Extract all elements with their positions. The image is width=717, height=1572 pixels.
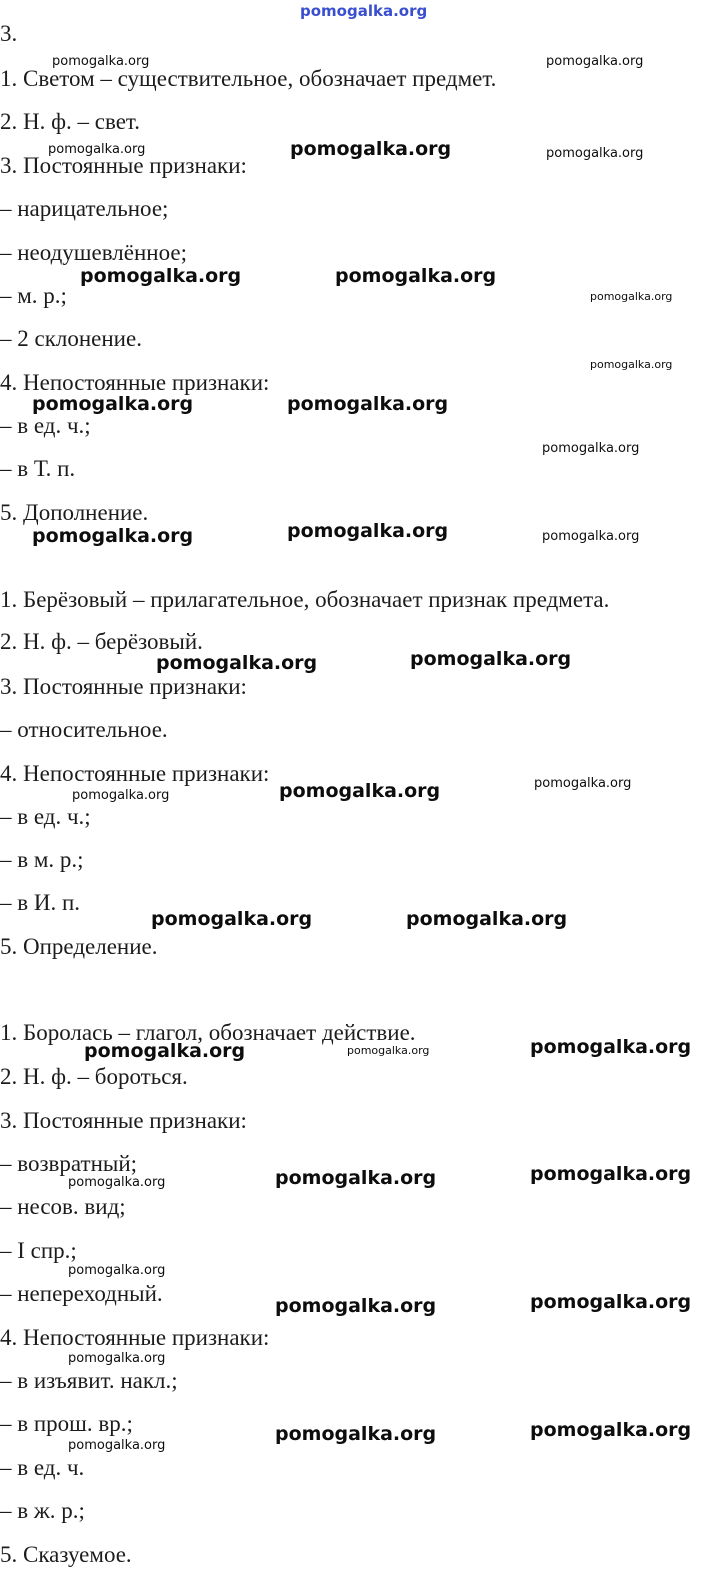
watermark: pomogalka.org [542, 529, 640, 544]
watermark: pomogalka.org [287, 393, 449, 415]
watermark: pomogalka.org [542, 441, 640, 456]
text-line: – в ед. ч.; [0, 413, 91, 438]
watermark: pomogalka.org [406, 908, 568, 930]
text-line: – непереходный. [0, 1281, 163, 1306]
watermark: pomogalka.org [68, 1351, 166, 1366]
watermark: pomogalka.org [48, 142, 146, 157]
watermark-top: pomogalka.org [300, 2, 428, 20]
watermark: pomogalka.org [80, 265, 242, 287]
text-line: – в прош. вр.; [0, 1411, 133, 1436]
watermark: pomogalka.org [410, 648, 572, 670]
text-line: 4. Непостоянные признаки: [0, 761, 270, 786]
text-line: 4. Непостоянные признаки: [0, 1325, 270, 1350]
text-line: – в м. р.; [0, 847, 84, 872]
text-line: 5. Определение. [0, 934, 158, 959]
text-line: 4. Непостоянные признаки: [0, 370, 270, 395]
text-line: – в ед. ч. [0, 1455, 85, 1480]
watermark: pomogalka.org [335, 265, 497, 287]
text-line: 2. Н. ф. – берёзовый. [0, 629, 203, 654]
text-line: – 2 склонение. [0, 326, 142, 351]
text-line: – в ед. ч.; [0, 804, 91, 829]
task-number: 3. [0, 21, 18, 46]
watermark: pomogalka.org [534, 776, 632, 791]
watermark: pomogalka.org [530, 1419, 692, 1441]
watermark: pomogalka.org [530, 1163, 692, 1185]
text-line: 2. Н. ф. – свет. [0, 109, 140, 134]
watermark: pomogalka.org [275, 1167, 437, 1189]
watermark: pomogalka.org [68, 1263, 166, 1278]
watermark: pomogalka.org [275, 1423, 437, 1445]
text-line: – м. р.; [0, 283, 67, 308]
text-line: – относительное. [0, 717, 168, 742]
text-line: 5. Дополнение. [0, 500, 149, 525]
watermark: pomogalka.org [52, 54, 150, 69]
text-line: – I спр.; [0, 1238, 77, 1263]
text-line: – в изъявит. накл.; [0, 1368, 178, 1393]
text-line: – несов. вид; [0, 1194, 126, 1219]
watermark: pomogalka.org [72, 788, 170, 803]
watermark: pomogalka.org [530, 1291, 692, 1313]
text-line: – в Т. п. [0, 456, 76, 481]
watermark: pomogalka.org [84, 1040, 246, 1062]
text-line: 1. Берёзовый – прилагательное, обозначает признак предмета. [0, 587, 610, 612]
watermark: pomogalka.org [151, 908, 313, 930]
watermark: pomogalka.org [546, 54, 644, 69]
text-line: – в И. п. [0, 890, 81, 915]
text-line: 3. Постоянные признаки: [0, 1108, 247, 1133]
watermark: pomogalka.org [68, 1175, 166, 1190]
text-line: – возвратный; [0, 1151, 138, 1176]
watermark: pomogalka.org [32, 393, 194, 415]
watermark: pomogalka.org [287, 520, 449, 542]
watermark: pomogalka.org [347, 1044, 430, 1057]
text-line: 3. Постоянные признаки: [0, 153, 247, 178]
text-line: 5. Сказуемое. [0, 1542, 132, 1567]
text-line: 1. Боролась – глагол, обозначает действие. [0, 1020, 416, 1045]
watermark: pomogalka.org [32, 525, 194, 547]
watermark: pomogalka.org [156, 652, 318, 674]
text-line: – в ж. р.; [0, 1498, 85, 1523]
watermark: pomogalka.org [590, 358, 673, 371]
text-line: – неодушевлённое; [0, 240, 187, 265]
watermark: pomogalka.org [68, 1438, 166, 1453]
watermark: pomogalka.org [590, 290, 673, 303]
watermark: pomogalka.org [275, 1295, 437, 1317]
text-line: 1. Светом – существительное, обозначает предмет. [0, 66, 497, 91]
watermark: pomogalka.org [546, 146, 644, 161]
watermark: pomogalka.org [279, 780, 441, 802]
watermark: pomogalka.org [530, 1036, 692, 1058]
text-line: 2. Н. ф. – бороться. [0, 1064, 188, 1089]
text-line: – нарицательное; [0, 196, 169, 221]
watermark: pomogalka.org [290, 138, 452, 160]
text-line: 3. Постоянные признаки: [0, 674, 247, 699]
